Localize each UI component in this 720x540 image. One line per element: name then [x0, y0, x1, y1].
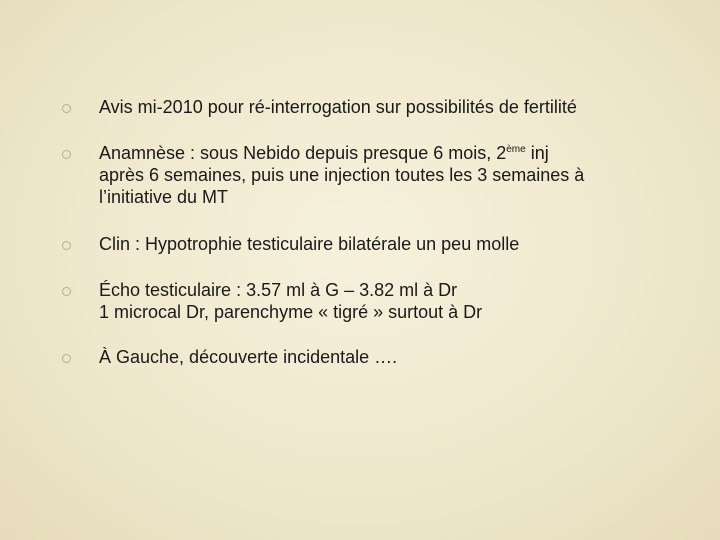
bullet-circle-icon [62, 150, 71, 159]
bullet-line: l’initiative du MT [99, 187, 229, 207]
anamnesis-suffix: inj [525, 143, 549, 163]
bullet-line: Clin : Hypotrophie testiculaire bilatérale un peu molle [99, 234, 520, 254]
bullet-line: Écho testiculaire : 3.57 ml à G – 3.82 ml à Dr [99, 280, 458, 300]
superscript-eme: ème [506, 144, 526, 155]
bullet-circle-icon [62, 104, 71, 113]
bullet-circle-icon [62, 287, 71, 296]
bullet-text [99, 279, 679, 323]
bullet-line: Avis mi-2010 pour ré-interrogation sur possibilités de fertilité [99, 97, 577, 117]
anamnesis-prefix: Anamnèse : sous Nebido depuis presque 6 mois, 2 [99, 143, 507, 163]
bullet-line: après 6 semaines, puis une injection toutes les 3 semaines à [99, 165, 585, 185]
bullet-text [99, 346, 679, 368]
bullet-line: À Gauche, découverte incidentale …. [99, 347, 398, 367]
bullet-circle-icon [62, 354, 71, 363]
bullet-text [99, 233, 679, 255]
bullet-text [99, 142, 679, 208]
bullet-text [99, 96, 679, 118]
bullet-line: 1 microcal Dr, parenchyme « tigré » surtout à Dr [99, 302, 483, 322]
bullet-line [99, 142, 679, 164]
bullet-circle-icon [62, 241, 71, 250]
